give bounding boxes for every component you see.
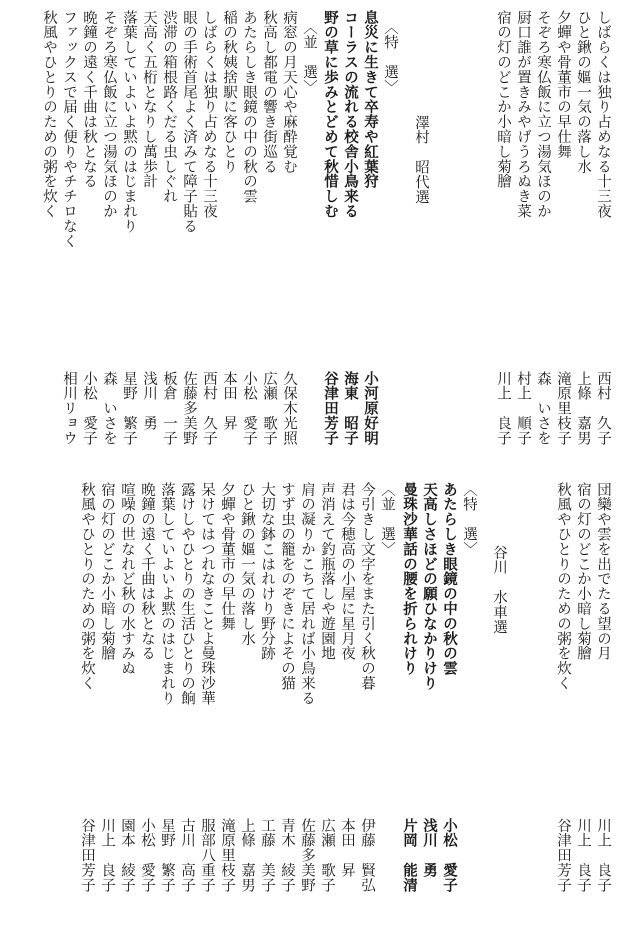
text-column: 浅川 勇 bbox=[141, 371, 157, 431]
text-column: 秋風やひとりのための粥を炊く bbox=[41, 10, 57, 219]
text-column: 広瀬 歌子 bbox=[319, 818, 335, 893]
text-column: 小松 愛子 bbox=[241, 371, 257, 446]
text-column: 上條 嘉男 bbox=[239, 818, 255, 893]
text-column: 海東 昭子 bbox=[342, 371, 359, 446]
text-column: 園本 綾子 bbox=[119, 818, 135, 893]
text-column: 〈並 選〉 bbox=[301, 20, 317, 95]
text-column: 晩鐘の遠く千曲は秋となる bbox=[81, 10, 97, 189]
text-column: 露けしやひとりの生活ひとりの餉 bbox=[179, 482, 195, 706]
text-column: 〈並 選〉 bbox=[379, 482, 395, 557]
text-column: 小松 愛子 bbox=[81, 371, 97, 446]
text-column: 板倉 一子 bbox=[161, 371, 177, 446]
text-column: 宿の灯のどこか小暗し菊膾 bbox=[575, 482, 591, 661]
text-column: 本田 昇 bbox=[221, 371, 237, 431]
text-column: 森 いさを bbox=[535, 371, 551, 446]
text-column: 相川リョウ bbox=[61, 371, 77, 446]
text-column: 川上 良子 bbox=[99, 818, 115, 893]
text-column: 夕蟬や骨董市の早仕舞 bbox=[555, 10, 571, 159]
text-column: 谷津田芳子 bbox=[79, 818, 95, 893]
text-column: 伊藤 賢弘 bbox=[359, 818, 375, 893]
text-column: しばらくは独り占めなる十三夜 bbox=[595, 10, 611, 219]
text-column: 広瀬 歌子 bbox=[261, 371, 277, 446]
text-column: 滝原里枝子 bbox=[555, 371, 571, 446]
text-column: 川上 良子 bbox=[575, 818, 591, 893]
text-column: そぞろ寒仏飯に立つ湯気ほのか bbox=[101, 10, 117, 219]
text-column: 久保木光照 bbox=[281, 371, 297, 446]
text-column: 澤村 昭代選 bbox=[413, 115, 429, 205]
text-column: 渋滞の箱根路くだる虫しぐれ bbox=[161, 10, 177, 204]
text-column: 村上 順子 bbox=[515, 371, 531, 446]
text-column: 川上 良子 bbox=[595, 818, 611, 893]
text-column: 夕蟬や骨董市の早仕舞 bbox=[219, 482, 235, 631]
text-column: 青木 綾子 bbox=[279, 818, 295, 893]
text-column: 片岡 能清 bbox=[401, 818, 418, 893]
text-column: 浅川 勇 bbox=[421, 818, 438, 878]
text-column: 服部八重子 bbox=[199, 818, 215, 893]
text-column: 厨口誰が置きみやげうろぬき菜 bbox=[515, 10, 531, 219]
text-column: コーラスの流れる校舎小鳥来る bbox=[342, 10, 359, 219]
text-column: 佐藤多美野 bbox=[181, 371, 197, 446]
text-column: 〈特 選〉 bbox=[461, 482, 477, 557]
text-column: 佐藤多美野 bbox=[299, 818, 315, 893]
text-column: 呆けてはつれなきことよ曼珠沙華 bbox=[199, 482, 215, 706]
text-column: そぞろ寒仏飯に立つ湯気ほのか bbox=[535, 10, 551, 219]
text-column: 工藤 美子 bbox=[259, 818, 275, 893]
text-column: 稲の秋姨捨駅に客ひとり bbox=[221, 10, 237, 174]
text-column: 晩鐘の遠く千曲は秋となる bbox=[139, 482, 155, 661]
text-column: 上條 嘉男 bbox=[575, 371, 591, 446]
text-column: 小松 愛子 bbox=[139, 818, 155, 893]
text-column: 星野 繁子 bbox=[159, 818, 175, 893]
text-column: ひと鍬の嫗一気の落し水 bbox=[575, 10, 591, 174]
text-column: 宿の灯のどこか小暗し菊膾 bbox=[99, 482, 115, 661]
text-column: 落葉していよいよ黙のはじまれり bbox=[121, 10, 137, 234]
text-column: 野の草に歩みとどめて秋惜しむ bbox=[322, 10, 339, 219]
text-column: 森 いさを bbox=[101, 371, 117, 446]
text-column: 君は今穂高の小屋に星月夜 bbox=[339, 482, 355, 661]
text-column: 天高しさほどの願ひなかりけり bbox=[421, 482, 438, 691]
text-column: 息災に生きて卒寿や紅葉狩 bbox=[362, 10, 379, 189]
text-column: 秋風やひとりのための粥を炊く bbox=[555, 482, 571, 691]
text-column: 星野 繁子 bbox=[121, 371, 137, 446]
text-column: あたらしき眼鏡の中の秋の雲 bbox=[441, 482, 458, 676]
text-column: 秋高し都電の響き街巡る bbox=[261, 10, 277, 174]
text-column: 〈特 選〉 bbox=[382, 20, 398, 95]
text-column: 川上 良子 bbox=[495, 371, 511, 446]
text-column: 西村 久子 bbox=[595, 371, 611, 446]
text-column: 落葉していよいよ黙のはじまれり bbox=[159, 482, 175, 706]
text-column: 小松 愛子 bbox=[441, 818, 458, 893]
text-column: 今引きし文字をまた引く秋の暮 bbox=[359, 482, 375, 691]
text-column: 声消えて釣瓶落しや遊園地 bbox=[319, 482, 335, 661]
text-column: 秋風やひとりのための粥を炊く bbox=[79, 482, 95, 691]
text-column: 肩の凝りかこちて居れば小鳥来る bbox=[299, 482, 315, 706]
text-column: 谷津田芳子 bbox=[555, 818, 571, 893]
text-column: 古川 高子 bbox=[179, 818, 195, 893]
text-column: 曼珠沙華話の腰を折られけり bbox=[401, 482, 418, 676]
text-column: 病窓の月天心や麻酔覚む bbox=[281, 10, 297, 174]
text-column: 天高く五桁となりし萬歩計 bbox=[141, 10, 157, 189]
text-column: 谷津田芳子 bbox=[322, 371, 339, 446]
text-column: すず虫の籠をのぞきによその猫 bbox=[279, 482, 295, 691]
text-column: 小河原好明 bbox=[362, 371, 379, 446]
text-column: 喧噪の世なれど秋の水すみぬ bbox=[119, 482, 135, 676]
text-column: ファックスで届く便りやチチロなく bbox=[61, 10, 77, 249]
text-column: 眼の手術首尾よく済みて障子貼る bbox=[181, 10, 197, 234]
text-column: 谷川 水車選 bbox=[491, 545, 507, 635]
text-column: 宿の灯のどこか小暗し菊膾 bbox=[495, 10, 511, 189]
text-column: 団欒や雲を出でたる望の月 bbox=[595, 482, 611, 661]
text-column: ひと鍬の嫗一気の落し水 bbox=[239, 482, 255, 646]
text-column: 本田 昇 bbox=[339, 818, 355, 878]
text-column: 西村 久子 bbox=[201, 371, 217, 446]
text-column: 滝原里枝子 bbox=[219, 818, 235, 893]
text-column: あたらしき眼鏡の中の秋の雲 bbox=[241, 10, 257, 204]
text-column: しばらくは独り占めなる十三夜 bbox=[201, 10, 217, 219]
text-column: 大切な鉢こはれけり野分跡 bbox=[259, 482, 275, 661]
